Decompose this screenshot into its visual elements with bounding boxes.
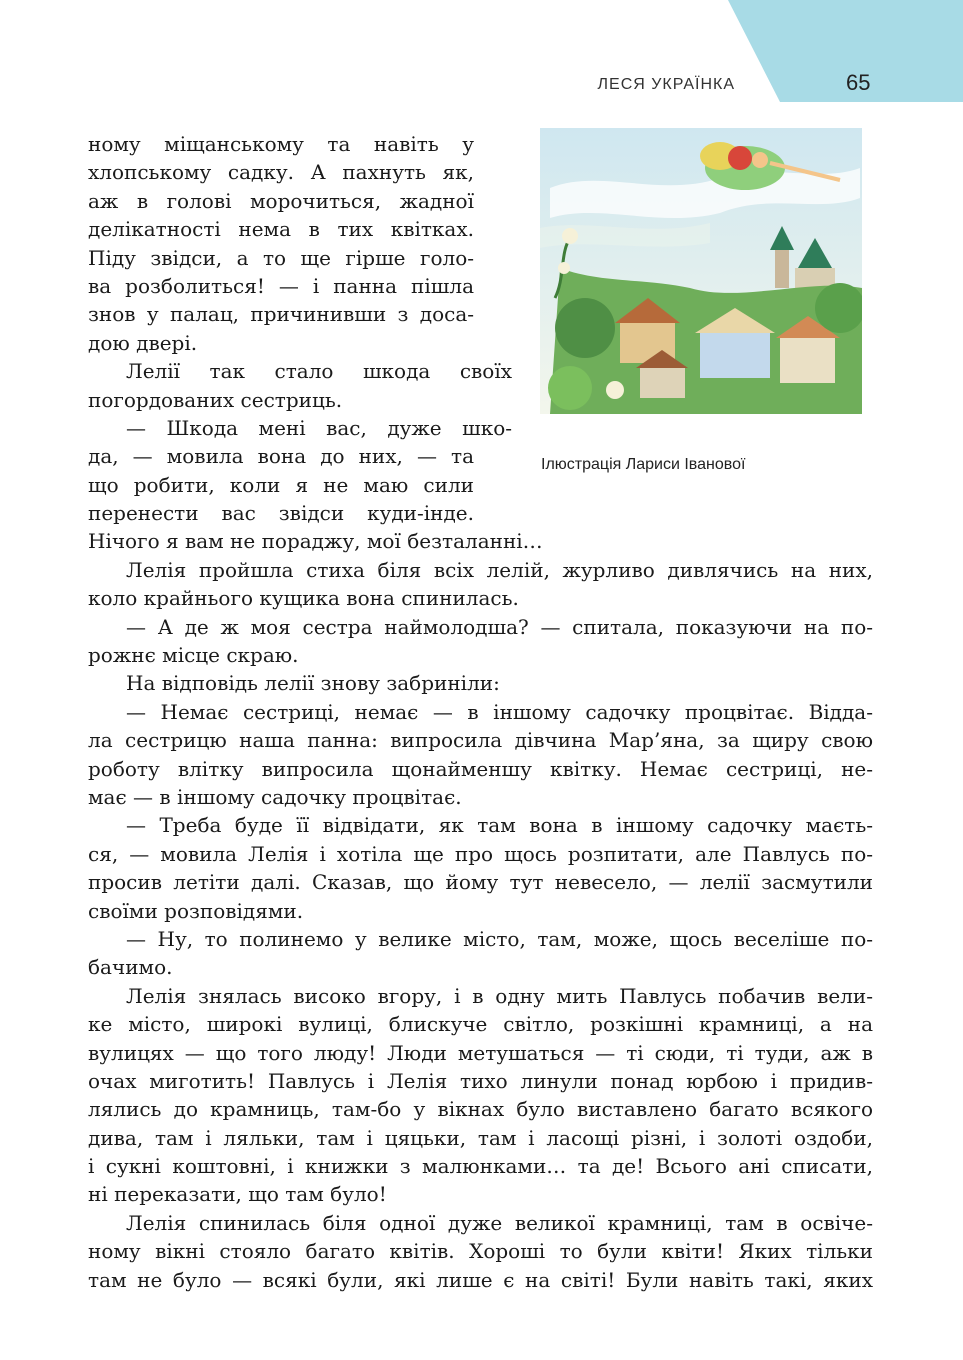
text-line: перенести вас звідси куди-інде. [88,501,474,526]
text-line: делікатності нема в тих квітках. [88,217,474,242]
text-line: там не було — всякі були, які лише є на світі! Були навіть такі, яких [88,1267,873,1292]
body-text [88,130,873,1294]
text-line: ному вікні стояло багато квітів. Хороші то були квіти! Яких тільки [88,1239,873,1264]
text-line: ла сестрицю наша панна: випросила дівчина Мар’яна, за щиру свою [88,728,873,753]
illustration-caption: Ілюстрація Лариси Іванової [541,456,746,473]
text-line: На відповідь лелії знову забриніли: [126,671,500,696]
text-line: знов у палац, причинивши з доса- [88,302,474,327]
text-line: Нічого я вам не пораджу, мої безталанні… [88,529,543,554]
text-line: має — в іншому садочку процвітає. [88,784,462,809]
text-line: коло крайнього кущика вона спинилась. [88,586,519,611]
text-line: хлопському садку. А пахнуть як, [88,160,474,185]
text-line: що робити, коли я не маю сили [88,472,474,497]
text-line: дою двері. [88,330,198,355]
text-line: рожнє місце скраю. [88,643,299,668]
text-line: аж в голові морочиться, жадної [88,188,474,213]
text-line: вулицях — що того люду! Люди метушаться — ті сюди, ті туди, аж в [88,1040,873,1065]
text-line: Лелії так стало шкода своїх [126,359,512,384]
text-line: ні переказати, що там було! [88,1182,387,1207]
text-line: ся, — мовила Лелія і хотіла ще про щось розпитати, але Павлусь по- [88,841,873,866]
text-line: лялись до крамниць, там-бо у вікнах було виставлено багато всякого [88,1097,873,1122]
text-line: — А де ж моя сестра наймолодша? — спитала, показуючи на по- [126,614,873,639]
text-line: — Шкода мені вас, дуже шко- [126,415,512,440]
text-line: очах миготить! Павлусь і Лелія тихо линули понад юрбою і придив- [88,1068,873,1093]
text-line: — Немає сестриці, немає — в іншому садочку процвітає. Відда- [126,699,873,724]
running-title: ЛЕСЯ УКРАЇНКА [597,76,735,93]
text-line: Лелія спинилась біля одної дуже великої крамниці, там в освіче- [126,1210,873,1235]
header-corner-decoration [0,0,963,102]
text-line: ва розболиться! — і панна пішла [88,273,474,298]
text-line: ке місто, широкі вулиці, блискуче світло, розкішні крамниці, а на [88,1012,873,1037]
text-line: своїми розповідями. [88,898,304,923]
text-line: да, — мовила вона до них, — та [88,444,474,469]
page-number: 65 [846,70,871,95]
text-line: просив летіти далі. Сказав, що йому тут невесело, — лелії засмутили [88,870,873,895]
text-line: — Треба буде її відвідати, як там вона в іншому садочку маєть- [126,813,873,838]
text-line: Лелія знялась високо вгору, і в одну мить Павлусь побачив вели- [126,983,873,1008]
text-line: бачимо. [88,955,173,980]
text-line: ному міщанському та навіть у [88,132,474,156]
text-line: — Ну, то полинемо у велике місто, там, може, щось веселіше по- [126,926,873,951]
text-line: Лелія пройшла стиха біля всіх лелій, журливо дивлячись на них, [126,557,873,582]
text-line: Піду звідси, а то ще гірше голо- [88,245,474,270]
text-line: роботу влітку випросила щонайменшу квітку. Немає сестриці, не- [88,756,873,781]
text-line: погордованих сестриць. [88,387,343,412]
text-line: і сукні коштовні, і книжки з малюнками… та де! Всього ані списати, [88,1154,873,1179]
text-line: дива, там і ляльки, там і цяцьки, там і ласощі різні, і золоті оздоби, [88,1125,873,1150]
